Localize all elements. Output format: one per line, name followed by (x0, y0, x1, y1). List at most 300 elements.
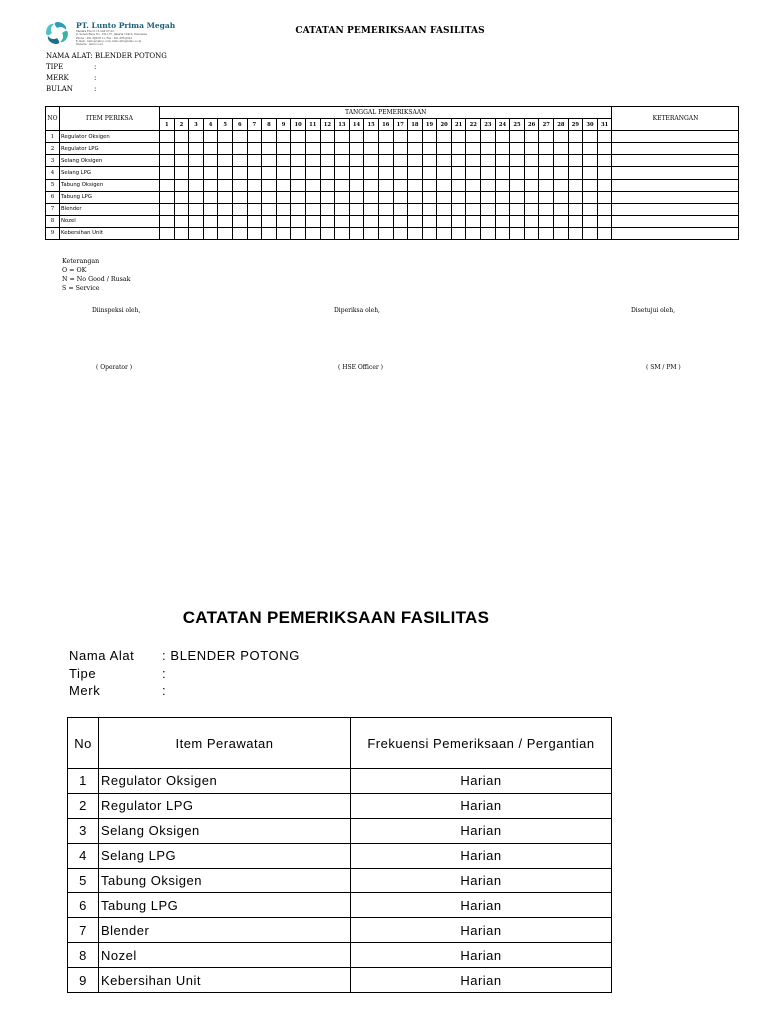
check-cell[interactable] (320, 167, 335, 179)
check-cell[interactable] (189, 227, 204, 239)
check-cell[interactable] (510, 203, 525, 215)
check-cell[interactable] (203, 179, 218, 191)
row-number: 2 (68, 793, 99, 818)
check-cell[interactable] (495, 203, 510, 215)
check-cell[interactable] (232, 179, 247, 191)
check-cell[interactable] (481, 215, 496, 227)
check-cell[interactable] (554, 167, 569, 179)
check-cell[interactable] (495, 167, 510, 179)
check-cell[interactable] (583, 143, 598, 155)
check-cell[interactable] (320, 227, 335, 239)
check-cell[interactable] (189, 215, 204, 227)
check-cell[interactable] (247, 215, 262, 227)
check-cell[interactable] (422, 203, 437, 215)
day-header: 7 (247, 119, 262, 131)
check-cell[interactable] (510, 167, 525, 179)
check-cell[interactable] (408, 131, 423, 143)
check-cell[interactable] (203, 167, 218, 179)
check-cell[interactable] (349, 167, 364, 179)
check-cell[interactable] (262, 227, 277, 239)
check-cell[interactable] (378, 143, 393, 155)
check-cell[interactable] (422, 167, 437, 179)
check-cell[interactable] (524, 131, 539, 143)
check-cell[interactable] (408, 215, 423, 227)
check-cell[interactable] (481, 143, 496, 155)
check-cell[interactable] (364, 167, 379, 179)
check-cell[interactable] (262, 155, 277, 167)
check-cell[interactable] (466, 203, 481, 215)
check-cell[interactable] (232, 167, 247, 179)
check-cell[interactable] (510, 155, 525, 167)
check-cell[interactable] (305, 227, 320, 239)
check-cell[interactable] (203, 203, 218, 215)
day-header: 31 (597, 119, 612, 131)
check-cell[interactable] (160, 203, 175, 215)
check-cell[interactable] (203, 143, 218, 155)
check-cell[interactable] (305, 167, 320, 179)
check-cell[interactable] (568, 215, 583, 227)
check-cell[interactable] (451, 155, 466, 167)
check-cell[interactable] (276, 167, 291, 179)
check-cell[interactable] (160, 227, 175, 239)
check-cell[interactable] (524, 155, 539, 167)
check-cell[interactable] (437, 143, 452, 155)
check-cell[interactable] (160, 179, 175, 191)
check-cell[interactable] (437, 203, 452, 215)
check-cell[interactable] (262, 191, 277, 203)
check-cell[interactable] (539, 167, 554, 179)
check-cell[interactable] (262, 203, 277, 215)
check-cell[interactable] (291, 215, 306, 227)
check-cell[interactable] (466, 191, 481, 203)
check-cell[interactable] (597, 143, 612, 155)
check-cell[interactable] (189, 155, 204, 167)
check-cell[interactable] (262, 167, 277, 179)
check-cell[interactable] (364, 155, 379, 167)
check-cell[interactable] (408, 155, 423, 167)
check-cell[interactable] (160, 167, 175, 179)
check-cell[interactable] (554, 215, 569, 227)
check-cell[interactable] (583, 191, 598, 203)
check-cell[interactable] (481, 155, 496, 167)
check-cell[interactable] (422, 215, 437, 227)
check-cell[interactable] (539, 227, 554, 239)
check-cell[interactable] (160, 215, 175, 227)
keterangan-cell[interactable] (612, 143, 739, 155)
check-cell[interactable] (568, 143, 583, 155)
keterangan-cell[interactable] (612, 131, 739, 143)
check-cell[interactable] (554, 227, 569, 239)
check-cell[interactable] (291, 143, 306, 155)
check-cell[interactable] (583, 167, 598, 179)
check-cell[interactable] (524, 191, 539, 203)
check-cell[interactable] (422, 131, 437, 143)
legend (62, 257, 130, 293)
check-cell[interactable] (364, 215, 379, 227)
check-cell[interactable] (378, 227, 393, 239)
day-header: 20 (437, 119, 452, 131)
check-cell[interactable] (481, 167, 496, 179)
check-cell[interactable] (189, 191, 204, 203)
check-cell[interactable] (378, 179, 393, 191)
check-cell[interactable] (408, 191, 423, 203)
check-cell[interactable] (524, 227, 539, 239)
check-cell[interactable] (218, 167, 233, 179)
check-cell[interactable] (568, 155, 583, 167)
check-cell[interactable] (247, 143, 262, 155)
check-cell[interactable] (495, 131, 510, 143)
check-cell[interactable] (451, 203, 466, 215)
check-cell[interactable] (291, 131, 306, 143)
check-cell[interactable] (232, 191, 247, 203)
check-cell[interactable] (554, 131, 569, 143)
keterangan-cell[interactable] (612, 167, 739, 179)
check-cell[interactable] (335, 215, 350, 227)
check-cell[interactable] (276, 215, 291, 227)
check-cell[interactable] (422, 191, 437, 203)
check-cell[interactable] (437, 179, 452, 191)
check-cell[interactable] (393, 203, 408, 215)
check-cell[interactable] (554, 179, 569, 191)
check-cell[interactable] (583, 131, 598, 143)
check-cell[interactable] (276, 203, 291, 215)
check-cell[interactable] (378, 155, 393, 167)
check-cell[interactable] (597, 215, 612, 227)
check-cell[interactable] (349, 215, 364, 227)
check-cell[interactable] (218, 155, 233, 167)
check-cell[interactable] (524, 143, 539, 155)
check-cell[interactable] (408, 227, 423, 239)
keterangan-cell[interactable] (612, 155, 739, 167)
check-cell[interactable] (568, 167, 583, 179)
check-cell[interactable] (510, 131, 525, 143)
check-cell[interactable] (364, 131, 379, 143)
check-cell[interactable] (437, 215, 452, 227)
check-cell[interactable] (174, 227, 189, 239)
check-cell[interactable] (174, 203, 189, 215)
check-cell[interactable] (510, 227, 525, 239)
check-cell[interactable] (510, 179, 525, 191)
check-cell[interactable] (189, 131, 204, 143)
check-cell[interactable] (247, 167, 262, 179)
check-cell[interactable] (437, 131, 452, 143)
check-cell[interactable] (393, 191, 408, 203)
check-cell[interactable] (160, 143, 175, 155)
check-cell[interactable] (320, 131, 335, 143)
check-cell[interactable] (597, 203, 612, 215)
check-cell[interactable] (174, 167, 189, 179)
check-cell[interactable] (174, 215, 189, 227)
check-cell[interactable] (597, 179, 612, 191)
check-cell[interactable] (393, 215, 408, 227)
check-cell[interactable] (262, 215, 277, 227)
check-cell[interactable] (568, 203, 583, 215)
check-cell[interactable] (451, 131, 466, 143)
check-cell[interactable] (276, 227, 291, 239)
day-header: 2 (174, 119, 189, 131)
check-cell[interactable] (422, 227, 437, 239)
check-cell[interactable] (539, 215, 554, 227)
check-cell[interactable] (364, 227, 379, 239)
check-cell[interactable] (174, 131, 189, 143)
check-cell[interactable] (218, 191, 233, 203)
check-cell[interactable] (364, 203, 379, 215)
check-cell[interactable] (393, 179, 408, 191)
check-cell[interactable] (539, 203, 554, 215)
check-cell[interactable] (232, 143, 247, 155)
check-cell[interactable] (320, 215, 335, 227)
check-cell[interactable] (524, 203, 539, 215)
check-cell[interactable] (305, 191, 320, 203)
check-cell[interactable] (291, 227, 306, 239)
check-cell[interactable] (335, 143, 350, 155)
check-cell[interactable] (335, 179, 350, 191)
check-cell[interactable] (349, 227, 364, 239)
check-cell[interactable] (291, 203, 306, 215)
check-cell[interactable] (495, 143, 510, 155)
check-cell[interactable] (247, 155, 262, 167)
check-cell[interactable] (378, 215, 393, 227)
check-cell[interactable] (174, 143, 189, 155)
check-cell[interactable] (451, 143, 466, 155)
check-cell[interactable] (174, 155, 189, 167)
check-cell[interactable] (335, 203, 350, 215)
check-cell[interactable] (160, 131, 175, 143)
check-cell[interactable] (393, 227, 408, 239)
check-cell[interactable] (466, 227, 481, 239)
check-cell[interactable] (335, 227, 350, 239)
keterangan-cell[interactable] (612, 203, 739, 215)
check-cell[interactable] (568, 191, 583, 203)
check-cell[interactable] (247, 203, 262, 215)
check-cell[interactable] (291, 167, 306, 179)
check-cell[interactable] (232, 131, 247, 143)
check-cell[interactable] (335, 167, 350, 179)
check-cell[interactable] (364, 143, 379, 155)
check-cell[interactable] (378, 167, 393, 179)
check-cell[interactable] (408, 167, 423, 179)
check-cell[interactable] (510, 191, 525, 203)
check-cell[interactable] (232, 203, 247, 215)
check-cell[interactable] (349, 179, 364, 191)
check-cell[interactable] (218, 203, 233, 215)
check-cell[interactable] (349, 191, 364, 203)
check-cell[interactable] (597, 131, 612, 143)
check-cell[interactable] (539, 131, 554, 143)
check-cell[interactable] (408, 143, 423, 155)
check-cell[interactable] (466, 215, 481, 227)
check-cell[interactable] (495, 227, 510, 239)
check-cell[interactable] (495, 179, 510, 191)
check-cell[interactable] (481, 203, 496, 215)
check-cell[interactable] (203, 191, 218, 203)
check-cell[interactable] (481, 131, 496, 143)
check-cell[interactable] (524, 167, 539, 179)
check-cell[interactable] (320, 191, 335, 203)
check-cell[interactable] (422, 143, 437, 155)
check-cell[interactable] (539, 155, 554, 167)
check-cell[interactable] (393, 131, 408, 143)
check-cell[interactable] (554, 155, 569, 167)
row-number: 2 (46, 143, 60, 155)
check-cell[interactable] (349, 203, 364, 215)
check-cell[interactable] (305, 143, 320, 155)
check-cell[interactable] (276, 155, 291, 167)
check-cell[interactable] (539, 191, 554, 203)
check-cell[interactable] (305, 155, 320, 167)
check-cell[interactable] (349, 155, 364, 167)
check-cell[interactable] (335, 191, 350, 203)
check-cell[interactable] (583, 227, 598, 239)
check-cell[interactable] (305, 215, 320, 227)
check-cell[interactable] (247, 191, 262, 203)
check-cell[interactable] (597, 227, 612, 239)
check-cell[interactable] (349, 131, 364, 143)
check-cell[interactable] (160, 191, 175, 203)
check-cell[interactable] (583, 179, 598, 191)
check-cell[interactable] (408, 179, 423, 191)
check-cell[interactable] (203, 227, 218, 239)
check-cell[interactable] (597, 167, 612, 179)
check-cell[interactable] (481, 227, 496, 239)
check-cell[interactable] (349, 143, 364, 155)
check-cell[interactable] (568, 131, 583, 143)
check-cell[interactable] (583, 203, 598, 215)
check-cell[interactable] (539, 143, 554, 155)
check-cell[interactable] (378, 131, 393, 143)
check-cell[interactable] (189, 179, 204, 191)
check-cell[interactable] (422, 179, 437, 191)
check-cell[interactable] (597, 191, 612, 203)
check-cell[interactable] (481, 179, 496, 191)
check-cell[interactable] (305, 179, 320, 191)
check-cell[interactable] (466, 131, 481, 143)
check-cell[interactable] (495, 191, 510, 203)
check-cell[interactable] (218, 143, 233, 155)
check-cell[interactable] (232, 215, 247, 227)
check-cell[interactable] (481, 191, 496, 203)
keterangan-cell[interactable] (612, 179, 739, 191)
check-cell[interactable] (393, 167, 408, 179)
check-cell[interactable] (218, 131, 233, 143)
legend-item: N = No Good / Rusak (62, 276, 131, 283)
check-cell[interactable] (305, 203, 320, 215)
keterangan-cell[interactable] (612, 215, 739, 227)
check-cell[interactable] (203, 215, 218, 227)
keterangan-cell[interactable] (612, 227, 739, 239)
check-cell[interactable] (451, 167, 466, 179)
check-cell[interactable] (554, 203, 569, 215)
check-cell[interactable] (203, 131, 218, 143)
check-cell[interactable] (364, 191, 379, 203)
check-cell[interactable] (189, 203, 204, 215)
check-cell[interactable] (218, 179, 233, 191)
check-cell[interactable] (276, 143, 291, 155)
check-cell[interactable] (160, 155, 175, 167)
check-cell[interactable] (247, 227, 262, 239)
check-cell[interactable] (378, 203, 393, 215)
check-cell[interactable] (174, 179, 189, 191)
check-cell[interactable] (568, 227, 583, 239)
check-cell[interactable] (597, 155, 612, 167)
check-cell[interactable] (335, 131, 350, 143)
check-cell[interactable] (189, 167, 204, 179)
check-cell[interactable] (203, 155, 218, 167)
check-cell[interactable] (437, 155, 452, 167)
check-cell[interactable] (189, 143, 204, 155)
check-cell[interactable] (364, 179, 379, 191)
check-cell[interactable] (232, 155, 247, 167)
check-cell[interactable] (524, 179, 539, 191)
check-cell[interactable] (262, 143, 277, 155)
check-cell[interactable] (262, 131, 277, 143)
check-cell[interactable] (466, 179, 481, 191)
check-cell[interactable] (451, 227, 466, 239)
check-cell[interactable] (305, 131, 320, 143)
check-cell[interactable] (466, 167, 481, 179)
check-cell[interactable] (276, 179, 291, 191)
day-header: 28 (554, 119, 569, 131)
check-cell[interactable] (437, 167, 452, 179)
address-line: Phone : 021-386 8111, Fax : 021-386 8222 (76, 36, 132, 40)
check-cell[interactable] (451, 215, 466, 227)
check-cell[interactable] (495, 215, 510, 227)
check-cell[interactable] (291, 179, 306, 191)
check-cell[interactable] (378, 191, 393, 203)
check-cell[interactable] (466, 155, 481, 167)
check-cell[interactable] (320, 155, 335, 167)
check-cell[interactable] (335, 155, 350, 167)
check-cell[interactable] (320, 143, 335, 155)
check-cell[interactable] (232, 227, 247, 239)
check-cell[interactable] (247, 131, 262, 143)
check-cell[interactable] (218, 227, 233, 239)
check-cell[interactable] (554, 191, 569, 203)
check-cell[interactable] (466, 143, 481, 155)
check-cell[interactable] (510, 215, 525, 227)
check-cell[interactable] (320, 179, 335, 191)
check-cell[interactable] (568, 179, 583, 191)
check-cell[interactable] (583, 155, 598, 167)
check-cell[interactable] (510, 143, 525, 155)
check-cell[interactable] (437, 227, 452, 239)
check-cell[interactable] (320, 203, 335, 215)
address-line: E-mail : lunto@yahoo.com, lunto.info@lunto.co.id (76, 39, 142, 43)
check-cell[interactable] (393, 155, 408, 167)
check-cell[interactable] (218, 215, 233, 227)
check-cell[interactable] (291, 155, 306, 167)
check-cell[interactable] (554, 143, 569, 155)
row-item: Regulator Oksigen (60, 131, 160, 143)
check-cell[interactable] (583, 215, 598, 227)
check-cell[interactable] (437, 191, 452, 203)
check-cell[interactable] (393, 143, 408, 155)
check-cell[interactable] (174, 191, 189, 203)
check-cell[interactable] (276, 131, 291, 143)
check-cell[interactable] (247, 179, 262, 191)
check-cell[interactable] (451, 179, 466, 191)
check-cell[interactable] (408, 203, 423, 215)
check-cell[interactable] (451, 191, 466, 203)
check-cell[interactable] (495, 155, 510, 167)
keterangan-cell[interactable] (612, 191, 739, 203)
check-cell[interactable] (262, 179, 277, 191)
check-cell[interactable] (524, 215, 539, 227)
check-cell[interactable] (291, 191, 306, 203)
check-cell[interactable] (276, 191, 291, 203)
check-cell[interactable] (539, 179, 554, 191)
check-cell[interactable] (422, 155, 437, 167)
